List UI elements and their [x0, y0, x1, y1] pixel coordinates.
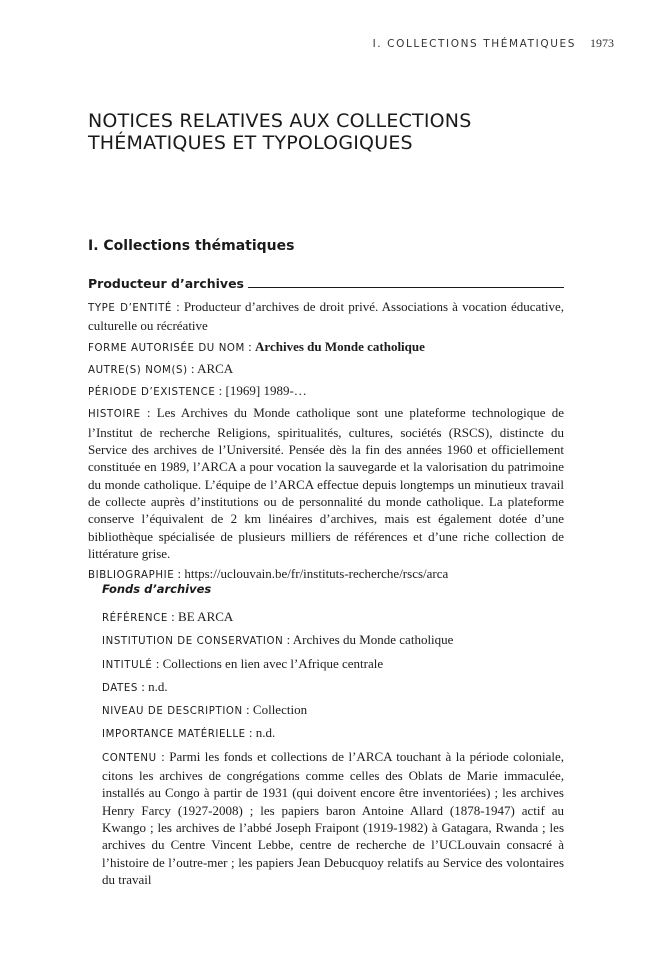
- fonds-heading: Fonds d’archives: [102, 582, 212, 596]
- field-label: PÉRIODE D’EXISTENCE: [88, 387, 216, 399]
- field-value: Producteur d’archives de droit privé. Associations à vocation éducative, culturelle ou récréative: [88, 299, 564, 334]
- title-field: INTITULÉ : Collections en lien avec l’Afrique centrale: [102, 655, 384, 671]
- field-label: BIBLIOGRAPHIE: [88, 570, 175, 582]
- page-title-line1: NOTICES RELATIVES AUX COLLECTIONS: [88, 110, 472, 132]
- field-value: ARCA: [197, 360, 234, 376]
- field-label: AUTRE(S) NOM(S): [88, 364, 188, 376]
- field-label: INSTITUTION DE CONSERVATION: [102, 636, 284, 648]
- extent-field: IMPORTANCE MATÉRIELLE : n.d.: [102, 725, 276, 741]
- field-value: Archives du Monde catholique: [255, 338, 425, 354]
- field-value: Archives du Monde catholique: [292, 632, 454, 648]
- field-label: TYPE D’ENTITÉ: [88, 303, 172, 314]
- field-label: DATES: [102, 682, 138, 694]
- bibliography-link[interactable]: https://uclouvain.be/fr/instituts-recherche/rscs/arca: [184, 566, 449, 582]
- page-title-line2: THÉMATIQUES ET TYPOLOGIQUES: [88, 132, 413, 154]
- subsection-heading-label: Producteur d’archives: [88, 276, 244, 291]
- period-field: PÉRIODE D’EXISTENCE : [1969] 1989-…: [88, 383, 307, 399]
- page-title: [88, 110, 588, 154]
- running-header-section: I. COLLECTIONS THÉMATIQUES: [372, 38, 576, 50]
- institution-field: INSTITUTION DE CONSERVATION : Archives du Monde catholique: [102, 632, 454, 648]
- history-field: HISTOIRE : Les Archives du Monde catholique sont une plateforme technologique de l’Institut de recherche Religions, spiritualités, cultures, sociétés (RSCS), distincte du Service des archives de l’Université. Pensée dès la fin des années 1960 et officiellement constituée en 1989, l’ARCA a pour vocation la sauvegarde et la valorisation du patrimoine du monde catholique. L’équipe de l’ARCA effectue depuis longtemps un minutieux travail de collecte auprès d’institutions ou de personnalité du monde catholique. La plateforme conserve l’équivalent de 2 km linéaires d’archives, mais est également dotée d’une bibliothèque spécialisée de plusieurs milliers de références et d’une riche collection de littérature grise.: [88, 405, 564, 561]
- field-value: Collection: [252, 702, 308, 718]
- field-value: Les Archives du Monde catholique sont une plateforme technologique de l’Institut de recherche Religions, spiritualités, cultures, sociétés (RSCS), distincte du Service des archives de l’Université. Pensée dès la fin des années 1960 et officiellement constituée en 1989, l’ARCA a pour vocation la sauvegarde et la valorisation du patrimoine du monde catholique. L’équipe de l’ARCA effectue depuis longtemps un minutieux travail de collecte auprès d’institutions ou de personnalité du monde catholique. La plateforme conserve l’équivalent de 2 km linéaires d’archives, mais est également dotée d’une bibliothèque spécialisée de plusieurs milliers de références et d’une riche collection de littérature grise.: [88, 405, 564, 561]
- field-label: HISTOIRE: [88, 409, 141, 421]
- field-value: n.d.: [148, 678, 168, 694]
- subsection-heading: [88, 276, 564, 291]
- dates-field: DATES : n.d.: [102, 678, 168, 694]
- field-label: INTITULÉ: [102, 659, 153, 671]
- field-label: FORME AUTORISÉE DU NOM: [88, 342, 245, 354]
- page-number: 1973: [590, 36, 614, 50]
- field-value: n.d.: [255, 725, 276, 741]
- authorized-name-field: FORME AUTORISÉE DU NOM : Archives du Monde catholique: [88, 338, 425, 354]
- bibliography-field: BIBLIOGRAPHIE : https://uclouvain.be/fr/instituts-recherche/rscs/arca: [88, 566, 449, 582]
- field-label: IMPORTANCE MATÉRIELLE: [102, 729, 246, 741]
- other-names-field: AUTRE(S) NOM(S) : ARCA: [88, 360, 234, 376]
- entity-type-field: TYPE D’ENTITÉ : Producteur d’archives de droit privé. Associations à vocation éducative, culturelle ou récréative: [88, 299, 564, 334]
- reference-field: RÉFÉRENCE : BE ARCA: [102, 609, 234, 624]
- field-label: CONTENU: [102, 752, 157, 764]
- field-value: Collections en lien avec l’Afrique centrale: [162, 655, 384, 671]
- content-field: CONTENU : Parmi les fonds et collections de l’ARCA touchant à la période coloniale, citons les archives de congrégations comme celles des Oblats de Marie immaculée, installés au Congo à partir de 1931 (qui doivent encore être inventoriées) ; les archives Henry Farcy (1927-2008) ; les papiers baron Antoine Allard (1878-1947) actif au Kwango ; les archives de l’abbé Joseph Fraipont (1919-1982) à Gatagara, Rwanda ; les archives du Centre Vincent Lebbe, centre de recherche de l’UCLouvain consacré à l’histoire de l’outre-mer ; les papiers Jean Debucquoy relatifs au Service des volontaires du travail: [102, 748, 565, 887]
- producer-record: [88, 298, 564, 587]
- running-header: [373, 36, 614, 51]
- field-value: Parmi les fonds et collections de l’ARCA touchant à la période coloniale, citons les archives de congrégations comme celles des Oblats de Marie immaculée, installés au Congo à partir de 1931 (qui doivent encore être inventoriées) ; les archives Henry Farcy (1927-2008) ; les papiers baron Antoine Allard (1878-1947) actif au Kwango ; les archives de l’abbé Joseph Fraipont (1919-1982) à Gatagara, Rwanda ; les archives du Centre Vincent Lebbe, centre de recherche de l’UCLouvain consacré à l’histoire de l’outre-mer ; les papiers Jean Debucquoy relatifs au Service des volontaires du travail: [102, 748, 565, 887]
- field-value: BE ARCA: [178, 609, 234, 624]
- field-label: RÉFÉRENCE: [102, 613, 168, 624]
- level-field: NIVEAU DE DESCRIPTION : Collection: [102, 702, 308, 718]
- section-heading: I. Collections thématiques: [88, 238, 295, 254]
- field-label: NIVEAU DE DESCRIPTION: [102, 706, 243, 718]
- field-value: [1969] 1989-…: [225, 383, 307, 399]
- heading-rule: [248, 287, 564, 288]
- fonds-record: [102, 608, 564, 892]
